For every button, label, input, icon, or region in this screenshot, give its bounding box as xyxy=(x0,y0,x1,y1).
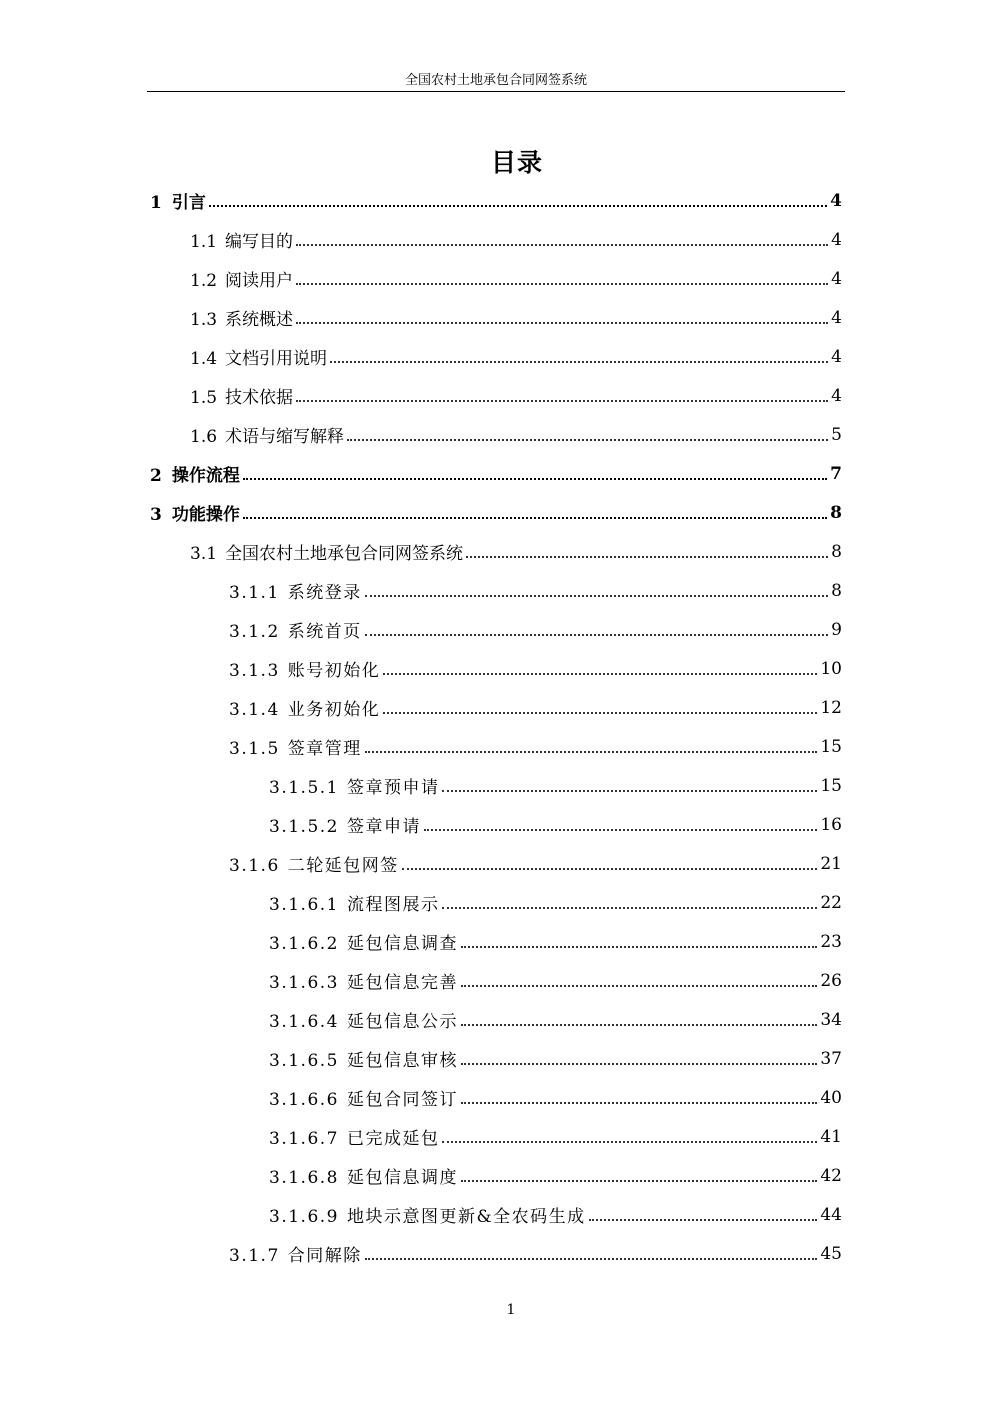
toc-entry-number: 1.2 xyxy=(190,271,218,291)
running-header: 全国农村土地承包合同网签系统 xyxy=(404,73,587,88)
toc-entry-title: 合同解除 xyxy=(287,1246,362,1266)
toc-leader-dots xyxy=(461,1024,817,1026)
toc-entry-number: 1.6 xyxy=(190,427,218,447)
toc-leader-dots xyxy=(330,361,828,363)
toc-leader-dots xyxy=(347,439,828,441)
toc-entry-number: 1.4 xyxy=(190,349,218,369)
toc-entry-page: 15 xyxy=(820,736,842,757)
toc-entry-text xyxy=(229,734,362,759)
toc-entry-title: 流程图展示 xyxy=(346,895,440,915)
toc-leader-dots xyxy=(461,1063,817,1065)
toc-entry-text xyxy=(190,539,463,564)
toc-entry-text xyxy=(190,266,293,291)
toc-entry-3-1-6-5[interactable] xyxy=(0,1039,992,1078)
toc-leader-dots xyxy=(461,946,817,948)
toc-entry-text xyxy=(229,656,380,681)
toc-entry-page: 15 xyxy=(820,775,842,796)
toc-entry-title: 系统概述 xyxy=(225,310,294,330)
toc-entry-3-1-7[interactable] xyxy=(0,1234,992,1273)
toc-entry-page: 45 xyxy=(820,1243,842,1264)
toc-entry-page: 23 xyxy=(820,931,842,952)
toc-entry-number: 3.1.6.8 xyxy=(269,1168,339,1188)
header-rule xyxy=(147,91,845,92)
toc-entry-text xyxy=(190,422,344,447)
toc-entry-title: 引言 xyxy=(171,193,206,213)
toc-entry-title: 业务初始化 xyxy=(287,700,381,720)
toc-entry-number: 1 xyxy=(150,193,162,213)
toc-entry-1[interactable] xyxy=(0,181,992,220)
toc-leader-dots xyxy=(209,205,827,207)
toc-entry-text xyxy=(229,578,362,603)
toc-entry-page: 4 xyxy=(831,346,842,367)
toc-entry-page: 9 xyxy=(831,619,842,640)
toc-entry-1-2[interactable] xyxy=(0,259,992,298)
toc-entry-page: 22 xyxy=(820,892,842,913)
toc-entry-number: 3.1.6.1 xyxy=(269,895,339,915)
toc-entry-title: 签章管理 xyxy=(287,739,362,759)
toc-entry-text xyxy=(269,1007,458,1032)
toc-entry-text xyxy=(229,851,399,876)
toc-leader-dots xyxy=(442,1141,817,1143)
toc-leader-dots xyxy=(383,712,817,714)
toc-entry-title: 延包信息公示 xyxy=(346,1012,458,1032)
toc-entry-page: 4 xyxy=(831,229,842,250)
toc-entry-number: 1.1 xyxy=(190,232,218,252)
toc-entry-title: 延包合同签订 xyxy=(346,1090,458,1110)
toc-entry-text xyxy=(229,1241,362,1266)
toc-entry-number: 3.1 xyxy=(190,544,218,564)
toc-entry-title: 系统首页 xyxy=(287,622,362,642)
toc-entry-title: 文档引用说明 xyxy=(225,349,328,369)
toc-entry-3[interactable] xyxy=(0,493,992,532)
toc-entry-text xyxy=(190,305,293,330)
toc-entry-page: 8 xyxy=(831,580,842,601)
toc-entry-page: 37 xyxy=(820,1048,842,1069)
toc-entry-number: 3.1.4 xyxy=(229,700,280,720)
toc-entry-title: 技术依据 xyxy=(225,388,294,408)
toc-entry-text xyxy=(269,968,458,993)
toc-entry-number: 3.1.6.5 xyxy=(269,1051,339,1071)
toc-entry-3-1-6-8[interactable] xyxy=(0,1156,992,1195)
toc-entry-title: 操作流程 xyxy=(171,466,240,486)
toc-entry-page: 5 xyxy=(831,424,842,445)
toc-entry-number: 3.1.6.3 xyxy=(269,973,339,993)
toc-entry-text xyxy=(269,890,439,915)
toc-entry-page: 7 xyxy=(830,463,842,484)
toc-entry-number: 3.1.2 xyxy=(229,622,280,642)
toc-leader-dots xyxy=(466,556,828,558)
toc-leader-dots xyxy=(424,829,817,831)
toc-entry-title: 账号初始化 xyxy=(287,661,381,681)
toc-entry-1-4[interactable] xyxy=(0,337,992,376)
toc-entry-3-1-1[interactable] xyxy=(0,571,992,610)
toc-entry-number: 1.5 xyxy=(190,388,218,408)
toc-entry-title: 二轮延包网签 xyxy=(287,856,399,876)
toc-leader-dots xyxy=(589,1219,818,1221)
toc-entry-text xyxy=(229,617,362,642)
toc-entry-text xyxy=(150,188,206,213)
toc-entry-3-1[interactable] xyxy=(0,532,992,571)
toc-entry-1-5[interactable] xyxy=(0,376,992,415)
toc-leader-dots xyxy=(365,595,828,597)
toc-entry-text xyxy=(269,1085,458,1110)
toc-entry-number: 3.1.6.4 xyxy=(269,1012,339,1032)
toc-entry-3-1-6-4[interactable] xyxy=(0,1000,992,1039)
toc-entry-title: 延包信息调度 xyxy=(346,1168,458,1188)
toc-entry-title: 签章申请 xyxy=(346,817,421,837)
toc-entry-number: 3.1.1 xyxy=(229,583,280,603)
toc-entry-number: 3.1.5 xyxy=(229,739,280,759)
toc-entry-title: 延包信息调查 xyxy=(346,934,458,954)
toc-entry-text xyxy=(269,1124,439,1149)
toc-entry-page: 10 xyxy=(820,658,842,679)
toc-entry-page: 16 xyxy=(820,814,842,835)
toc-entry-1-3[interactable] xyxy=(0,298,992,337)
toc-entry-text xyxy=(269,1046,458,1071)
toc-leader-dots xyxy=(442,790,817,792)
toc-leader-dots xyxy=(365,634,828,636)
toc-leader-dots xyxy=(365,751,818,753)
toc-entry-1-6[interactable] xyxy=(0,415,992,454)
toc-entry-text xyxy=(269,812,421,837)
toc-entry-number: 3.1.5.2 xyxy=(269,817,339,837)
toc-entry-1-1[interactable] xyxy=(0,220,992,259)
toc-entry-3-1-2[interactable] xyxy=(0,610,992,649)
toc-leader-dots xyxy=(296,322,828,324)
toc-entry-title: 功能操作 xyxy=(171,505,240,525)
toc-entry-3-1-4[interactable] xyxy=(0,688,992,727)
toc-entry-number: 3.1.7 xyxy=(229,1246,280,1266)
toc-leader-dots xyxy=(296,244,828,246)
toc-entry-page: 8 xyxy=(830,502,842,523)
toc-entry-3-1-6-7[interactable] xyxy=(0,1117,992,1156)
toc-entry-3-1-5-2[interactable] xyxy=(0,805,992,844)
toc-entry-page: 41 xyxy=(820,1126,842,1147)
toc-entry-page: 4 xyxy=(831,307,842,328)
toc-entry-text xyxy=(150,461,240,486)
toc-entry-text xyxy=(190,383,293,408)
toc-entry-number: 3.1.3 xyxy=(229,661,280,681)
toc-entry-page: 21 xyxy=(820,853,842,874)
toc-entry-page: 34 xyxy=(820,1009,842,1030)
toc-entry-title: 系统登录 xyxy=(287,583,362,603)
toc-entry-number: 3.1.6.9 xyxy=(269,1207,339,1227)
toc-entry-3-1-6[interactable] xyxy=(0,844,992,883)
toc-leader-dots xyxy=(296,400,828,402)
toc-leader-dots xyxy=(365,1258,818,1260)
toc-entry-3-1-5[interactable] xyxy=(0,727,992,766)
toc-entry-title: 延包信息审核 xyxy=(346,1051,458,1071)
toc-leader-dots xyxy=(402,868,818,870)
toc-entry-3-1-6-3[interactable] xyxy=(0,961,992,1000)
toc-leader-dots xyxy=(461,1102,817,1104)
toc-entry-2[interactable] xyxy=(0,454,992,493)
toc-entry-number: 3.1.6.6 xyxy=(269,1090,339,1110)
toc-entry-number: 3 xyxy=(150,505,162,525)
table-of-contents xyxy=(0,181,992,1273)
toc-entry-text xyxy=(269,773,439,798)
toc-leader-dots xyxy=(383,673,817,675)
toc-entry-page: 42 xyxy=(820,1165,842,1186)
toc-entry-title: 延包信息完善 xyxy=(346,973,458,993)
toc-entry-text xyxy=(190,344,327,369)
toc-entry-title: 全国农村土地承包合同网签系统 xyxy=(225,544,464,564)
toc-entry-number: 3.1.5.1 xyxy=(269,778,339,798)
toc-entry-3-1-6-2[interactable] xyxy=(0,922,992,961)
toc-entry-number: 2 xyxy=(150,466,162,486)
toc-entry-3-1-5-1[interactable] xyxy=(0,766,992,805)
toc-entry-page: 44 xyxy=(820,1204,842,1225)
toc-leader-dots xyxy=(461,1180,817,1182)
toc-entry-number: 3.1.6 xyxy=(229,856,280,876)
toc-leader-dots xyxy=(243,478,827,480)
toc-entry-title: 已完成延包 xyxy=(346,1129,440,1149)
toc-entry-title: 阅读用户 xyxy=(225,271,294,291)
toc-entry-3-1-3[interactable] xyxy=(0,649,992,688)
toc-entry-title: 签章预申请 xyxy=(346,778,440,798)
toc-entry-text xyxy=(269,929,458,954)
toc-entry-text xyxy=(150,500,240,525)
toc-entry-page: 4 xyxy=(830,190,842,211)
toc-entry-text xyxy=(229,695,380,720)
toc-entry-number: 1.3 xyxy=(190,310,218,330)
toc-entry-3-1-6-9[interactable] xyxy=(0,1195,992,1234)
toc-entry-number: 3.1.6.2 xyxy=(269,934,339,954)
toc-entry-page: 4 xyxy=(831,385,842,406)
toc-entry-page: 12 xyxy=(820,697,842,718)
toc-entry-page: 4 xyxy=(831,268,842,289)
toc-title: 目录 xyxy=(490,148,543,177)
toc-entry-page: 26 xyxy=(820,970,842,991)
toc-leader-dots xyxy=(461,985,817,987)
toc-entry-title: 编写目的 xyxy=(225,232,294,252)
toc-entry-title: 术语与缩写解释 xyxy=(225,427,345,447)
toc-entry-text xyxy=(190,227,293,252)
toc-entry-3-1-6-6[interactable] xyxy=(0,1078,992,1117)
toc-entry-text xyxy=(269,1163,458,1188)
toc-entry-3-1-6-1[interactable] xyxy=(0,883,992,922)
toc-entry-number: 3.1.6.7 xyxy=(269,1129,339,1149)
toc-leader-dots xyxy=(296,283,828,285)
toc-entry-title: 地块示意图更新&全农码生成 xyxy=(346,1207,586,1227)
toc-entry-page: 8 xyxy=(831,541,842,562)
toc-entry-text xyxy=(269,1202,586,1227)
page-number: 1 xyxy=(506,1302,516,1318)
toc-leader-dots xyxy=(442,907,817,909)
toc-leader-dots xyxy=(243,517,827,519)
toc-entry-page: 40 xyxy=(820,1087,842,1108)
